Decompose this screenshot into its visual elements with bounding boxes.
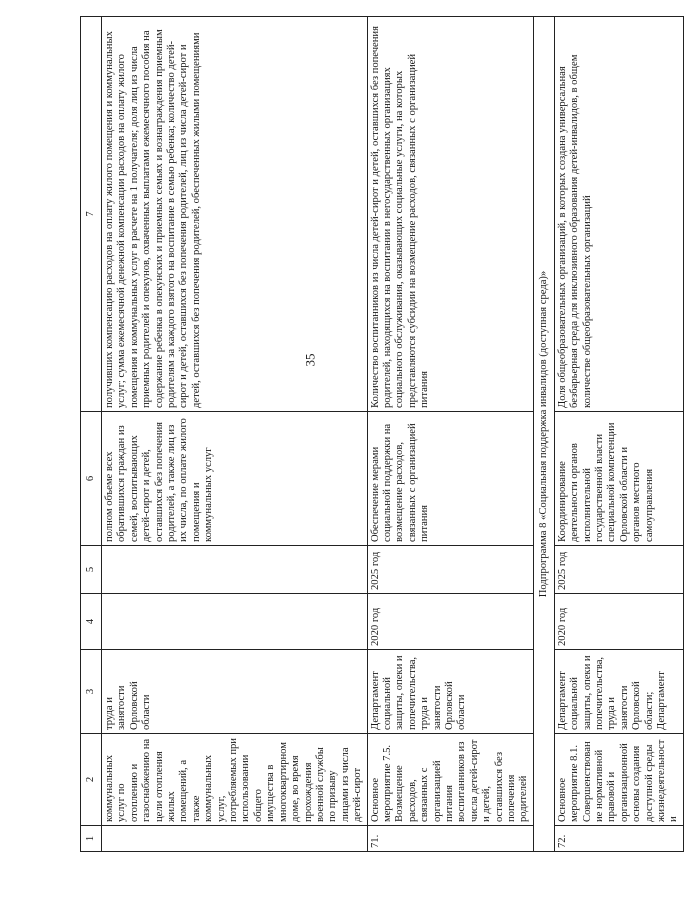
executor: Департамент социальной защиты, опеки и попечительства, труда и занятости Орловской области; Департамент [554,650,683,734]
expected-result: Координирование деятельности органов исполнительной государственной власти специальной компетенции Орловской области и органов местного самоуправления [554,412,683,546]
program-events-table [80,16,684,852]
event-name: Основное мероприятие 8.1. Совершенствование нормативной правовой и организационной основы создания доступной среды жизнедеятельности [554,734,683,826]
subprogram-row [533,17,554,852]
header-cell-6: 6 [81,412,102,546]
table-row [367,17,533,852]
end-year: 2025 год [367,546,533,594]
table-row [554,17,683,852]
indicator: Количество воспитанников из числа детей-сирот и детей, оставшихся без попечения родителей, находящихся на воспитании в негосударственных организациях социального обслуживания, оказывающих социальные услуги, на которых представляются субсидии на возмещение расходов, связанных с организацией питания [367,17,533,412]
table-row [102,17,368,852]
table-header-row [81,17,102,852]
expected-result: Обеспечение мерами социальной поддержки на возмещение расходов, связанных с организацией питания [367,412,533,546]
executor: труда и занятости Орловской области [102,650,368,734]
row-number: 71. [367,826,533,852]
start-year [102,594,368,650]
row-number: 72. [554,826,683,852]
start-year: 2020 год [554,594,683,650]
page-number: 35 [302,353,318,367]
row-number [102,826,368,852]
indicator: получивших компенсацию расходов на оплату жилого помещения и коммунальных услуг; сумма ежемесячной денежной компенсации расходов на оплату жилого помещения и коммунальных услуг в расчете на 1 получателя; доля лиц из числа приемных родителей и опекунов, охваченных выплатами ежемесячного пособия на содержание ребенка в опекунских и приемных семьях и вознаграждения приемным родителям за каждого взятого на воспитание в семью ребенка; количество детей-сирот и детей, оставшихся без попечения родителей, лиц из числа детей-сирот и детей, оставшихся без попечения родителей, обеспеченных жилыми помещениями [102,17,368,412]
header-cell-3: 3 [81,650,102,734]
expected-result: полном объеме всех обратившихся граждан из семей, воспитывающих детей-сирот и детей, оставшихся без попечения родителей, а также лиц из их числа, по оплате жилого помещения и коммунальных услуг [102,412,368,546]
end-year [102,546,368,594]
start-year: 2020 год [367,594,533,650]
executor: Департамент социальной защиты, опеки и попечительства, труда и занятости Орловской области [367,650,533,734]
rotated-table-container [80,17,680,852]
event-name: Основное мероприятие 7.5. Возмещение расходов, связанных с организацией питания воспитанников из числа детей-сирот и детей, оставшихся без попечения родителей [367,734,533,826]
end-year: 2025 год [554,546,683,594]
header-cell-4: 4 [81,594,102,650]
indicator: Доля общеобразовательных организаций, в которых создана универсальная безбарьерная среда для инклюзивного образования детей-инвалидов, в общем количестве общеобразовательных организаций [554,17,683,412]
subprogram-title: Подпрограмма 8 «Социальная поддержка инвалидов (доступная среда)» [533,17,554,852]
header-cell-2: 2 [81,734,102,826]
event-name: коммунальных услуг по отоплению и газоснабжению на цели отопления жилых помещений, а также коммунальных услуг, потребляемых при использовании общего имущества в многоквартирном доме, во время прохождения военной службы по призыву лицами из числа детей-сирот [102,734,368,826]
header-cell-5: 5 [81,546,102,594]
header-cell-1: 1 [81,826,102,852]
header-cell-7: 7 [81,17,102,412]
